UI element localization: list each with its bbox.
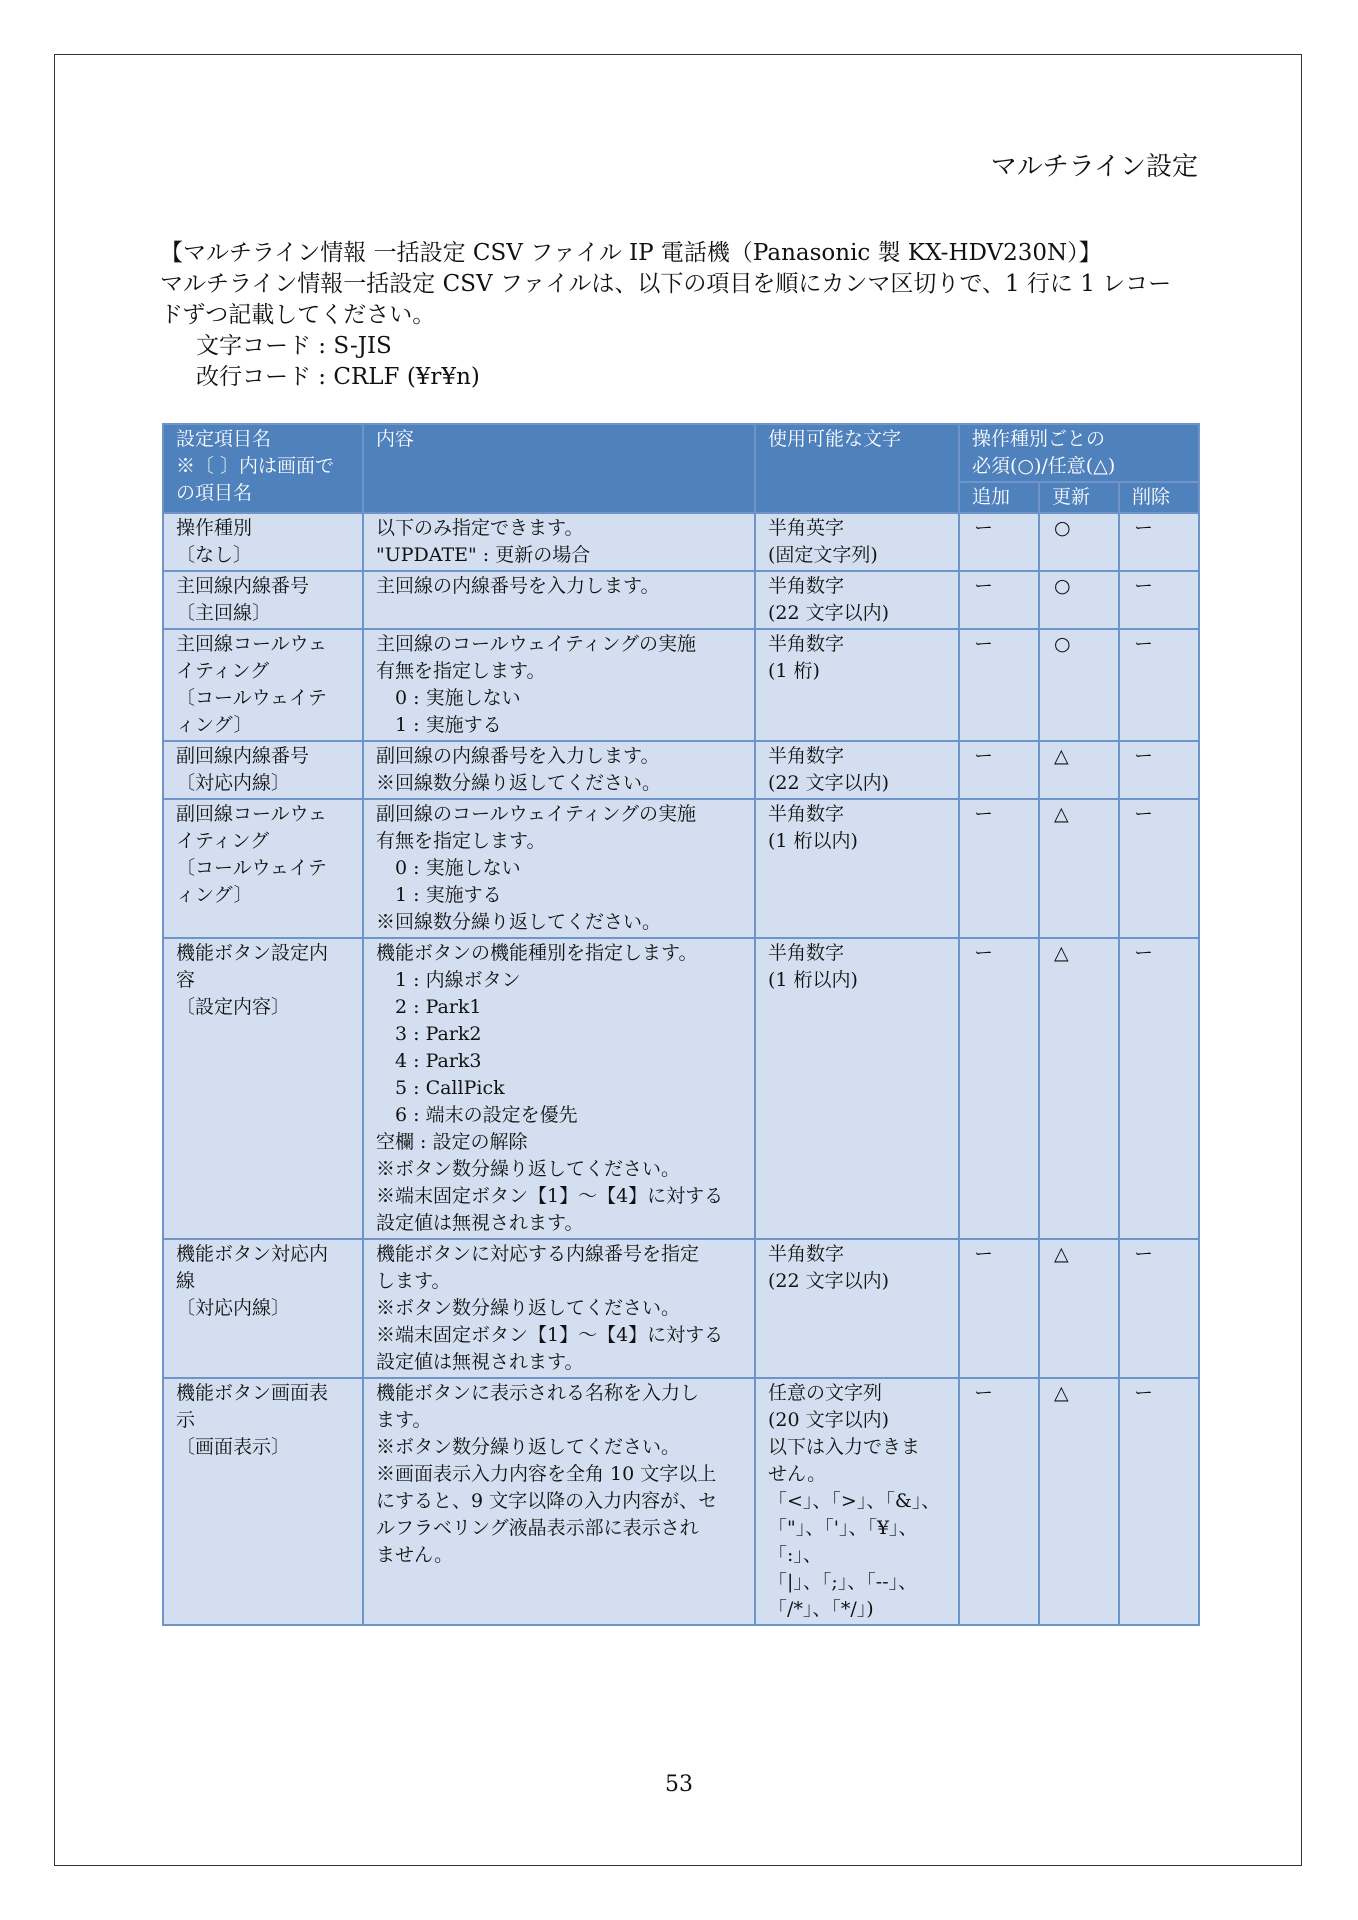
cell-content-line: 主回線の内線番号を入力します。 xyxy=(376,575,660,597)
cell-content-line: 空欄 : 設定の解除 xyxy=(376,1131,528,1153)
intro-line-1: マルチライン情報一括設定 CSV ファイルは、以下の項目を順にカンマ区切りで、1 行に 1 レコー xyxy=(160,271,1172,297)
cell-content-line: にすると、9 文字以降の入力内容が、セ xyxy=(376,1490,718,1512)
cell-item-name-line: 機能ボタン対応内 xyxy=(176,1243,329,1265)
newline-code-line: 改行コード : CRLF (¥r¥n) xyxy=(196,364,480,390)
cell-item-name-line: 〔画面表示〕 xyxy=(176,1436,291,1458)
cell-content xyxy=(363,629,755,741)
cell-chars xyxy=(755,1239,959,1378)
cell-item-name-line: 示 xyxy=(176,1409,196,1431)
cell-content-line: ※ボタン数分繰り返してください。 xyxy=(376,1436,681,1458)
cell-op-update: △ xyxy=(1039,938,1119,1239)
cell-content-line: ※回線数分繰り返してください。 xyxy=(376,911,662,933)
cell-item-name xyxy=(163,799,363,938)
cell-item-name-line: イティング xyxy=(176,660,270,682)
cell-content-line: 副回線のコールウェイティングの実施 xyxy=(376,803,696,825)
cell-content-line: 0 : 実施しない xyxy=(376,857,521,879)
table-row xyxy=(163,799,1199,938)
cell-op-delete: ー xyxy=(1119,741,1199,799)
cell-op-delete: ー xyxy=(1119,1378,1199,1625)
cell-content-line: ルフラベリング液晶表示部に表示され xyxy=(376,1517,699,1539)
cell-op-update: △ xyxy=(1039,741,1119,799)
cell-item-name-line: 〔主回線〕 xyxy=(176,602,272,624)
cell-item-name-line: 主回線コールウェ xyxy=(176,633,327,655)
cell-item-name-line: 機能ボタン画面表 xyxy=(176,1382,329,1404)
cell-chars xyxy=(755,938,959,1239)
cell-item-name-line: 線 xyxy=(176,1270,196,1292)
cell-chars-line: (1 桁) xyxy=(768,660,820,682)
page-header-title: マルチライン設定 xyxy=(990,152,1198,182)
cell-content-line: 主回線のコールウェイティングの実施 xyxy=(376,633,696,655)
settings-table xyxy=(162,423,1200,1626)
intro-section xyxy=(160,238,1205,393)
header-content: 内容 xyxy=(363,424,755,513)
cell-chars-line: (1 桁以内) xyxy=(768,969,858,991)
cell-chars-line: (1 桁以内) xyxy=(768,830,858,852)
cell-chars-line: 半角数字 xyxy=(768,633,845,655)
cell-op-update: ○ xyxy=(1039,629,1119,741)
cell-item-name-line: 〔対応内線〕 xyxy=(176,1297,291,1319)
cell-op-delete: ー xyxy=(1119,629,1199,741)
cell-item-name-line: 機能ボタン設定内 xyxy=(176,942,329,964)
cell-op-add: ー xyxy=(959,629,1039,741)
cell-chars-line: (22 文字以内) xyxy=(768,602,890,624)
cell-item-name-line: 主回線内線番号 xyxy=(176,575,310,597)
cell-chars-line: 半角数字 xyxy=(768,575,845,597)
cell-content-line: 1 : 内線ボタン xyxy=(376,969,521,991)
cell-content-line: ※ボタン数分繰り返してください。 xyxy=(376,1297,681,1319)
cell-item-name-line: 副回線内線番号 xyxy=(176,745,310,767)
cell-item-name-line: ィング〕 xyxy=(176,884,253,906)
cell-item-name xyxy=(163,629,363,741)
cell-op-delete: ー xyxy=(1119,513,1199,571)
cell-op-update: △ xyxy=(1039,1378,1119,1625)
cell-chars-line: 以下は入力できま xyxy=(768,1436,921,1458)
cell-chars-line: 「"」、「'」、「¥」、「:」、 xyxy=(768,1517,918,1566)
cell-item-name-line: 〔なし〕 xyxy=(176,544,253,566)
char-code-line: 文字コード : S-JIS xyxy=(196,333,392,359)
cell-op-add: ー xyxy=(959,741,1039,799)
cell-chars-line: 「/*」、「*/」) xyxy=(768,1598,874,1620)
cell-op-update: △ xyxy=(1039,799,1119,938)
table-row xyxy=(163,1239,1199,1378)
cell-chars-line: (22 文字以内) xyxy=(768,1270,890,1292)
cell-item-name xyxy=(163,571,363,629)
cell-chars-line: (20 文字以内) xyxy=(768,1409,890,1431)
cell-item-name-line: 〔設定内容〕 xyxy=(176,996,291,1018)
page-number: 53 xyxy=(665,1772,693,1797)
cell-content-line: 3 : Park2 xyxy=(376,1023,482,1045)
cell-content-line: 機能ボタンに表示される名称を入力し xyxy=(376,1382,700,1404)
cell-content xyxy=(363,571,755,629)
cell-item-name xyxy=(163,513,363,571)
header-op-add: 追加 xyxy=(959,482,1039,513)
table-row xyxy=(163,1378,1199,1625)
cell-chars-line: 半角英字 xyxy=(768,517,845,539)
cell-content-line: します。 xyxy=(376,1270,451,1292)
cell-content xyxy=(363,741,755,799)
cell-item-name xyxy=(163,1378,363,1625)
cell-item-name xyxy=(163,1239,363,1378)
table-row xyxy=(163,629,1199,741)
cell-content-line: 設定値は無視されます。 xyxy=(376,1212,584,1234)
cell-content-line: ※ボタン数分繰り返してください。 xyxy=(376,1158,681,1180)
table-row xyxy=(163,938,1199,1239)
cell-content-line: 機能ボタンに対応する内線番号を指定 xyxy=(376,1243,700,1265)
cell-content-line: 有無を指定します。 xyxy=(376,830,546,852)
cell-item-name xyxy=(163,938,363,1239)
cell-content-line: 有無を指定します。 xyxy=(376,660,546,682)
table-row xyxy=(163,741,1199,799)
cell-chars-line: (22 文字以内) xyxy=(768,772,890,794)
cell-chars xyxy=(755,629,959,741)
cell-content-line: 6 : 端末の設定を優先 xyxy=(376,1104,578,1126)
cell-content-line: 副回線の内線番号を入力します。 xyxy=(376,745,660,767)
cell-op-add: ー xyxy=(959,1239,1039,1378)
cell-content-line: 0 : 実施しない xyxy=(376,687,521,709)
table-header-row xyxy=(163,424,1199,482)
intro-line-2: ドずつ記載してください。 xyxy=(160,302,436,328)
cell-content-line: ※端末固定ボタン【1】～【4】に対する xyxy=(376,1324,724,1346)
cell-chars xyxy=(755,513,959,571)
cell-op-delete: ー xyxy=(1119,938,1199,1239)
header-op-update: 更新 xyxy=(1039,482,1119,513)
cell-content-line: ません。 xyxy=(376,1544,454,1566)
cell-content-line: 2 : Park1 xyxy=(376,996,482,1018)
cell-op-add: ー xyxy=(959,513,1039,571)
cell-item-name-line: イティング xyxy=(176,830,270,852)
table-row xyxy=(163,513,1199,571)
table-row xyxy=(163,571,1199,629)
header-op-delete: 削除 xyxy=(1119,482,1199,513)
cell-item-name-line: 副回線コールウェ xyxy=(176,803,327,825)
cell-content-line: 設定値は無視されます。 xyxy=(376,1351,584,1373)
cell-op-add: ー xyxy=(959,571,1039,629)
cell-item-name-line: 〔対応内線〕 xyxy=(176,772,291,794)
cell-content-line: ます。 xyxy=(376,1409,432,1431)
cell-chars-line: せん。 xyxy=(768,1463,827,1485)
cell-content-line: ※画面表示入力内容を全角 10 文字以上 xyxy=(376,1463,717,1485)
cell-chars-line: 半角数字 xyxy=(768,745,845,767)
cell-content xyxy=(363,1239,755,1378)
cell-chars-line: 「|」、「;」、「--」、 xyxy=(768,1571,918,1593)
cell-content xyxy=(363,938,755,1239)
cell-item-name-line: 操作種別 xyxy=(176,517,253,539)
cell-op-delete: ー xyxy=(1119,799,1199,938)
cell-op-add: ー xyxy=(959,799,1039,938)
cell-chars-line: 「<」、「>」、「&」、 xyxy=(768,1490,941,1512)
cell-content xyxy=(363,799,755,938)
cell-item-name-line: 容 xyxy=(176,969,196,991)
cell-op-delete: ー xyxy=(1119,571,1199,629)
cell-chars-line: 任意の文字列 xyxy=(768,1382,883,1404)
cell-content-line: 1 : 実施する xyxy=(376,884,502,906)
cell-content-line: 機能ボタンの機能種別を指定します。 xyxy=(376,942,698,964)
cell-chars xyxy=(755,799,959,938)
cell-chars-line: 半角数字 xyxy=(768,803,845,825)
cell-chars xyxy=(755,1378,959,1625)
cell-content xyxy=(363,513,755,571)
cell-content-line: 4 : Park3 xyxy=(376,1050,482,1072)
cell-chars xyxy=(755,571,959,629)
cell-content-line: 以下のみ指定できます。 xyxy=(376,517,584,539)
cell-chars-line: 半角数字 xyxy=(768,1243,845,1265)
cell-content-line: ※回線数分繰り返してください。 xyxy=(376,772,662,794)
cell-chars-line: 半角数字 xyxy=(768,942,845,964)
header-item-name: 設定項目名 ※〔 〕内は画面で の項目名 xyxy=(163,424,363,513)
cell-op-add: ー xyxy=(959,938,1039,1239)
cell-item-name-line: 〔コールウェイテ xyxy=(176,857,327,879)
cell-op-add: ー xyxy=(959,1378,1039,1625)
cell-item-name xyxy=(163,741,363,799)
cell-chars-line: (固定文字列) xyxy=(768,544,878,566)
cell-op-update: ○ xyxy=(1039,513,1119,571)
intro-heading: 【マルチライン情報 一括設定 CSV ファイル IP 電話機（Panasonic 製 KX-HDV230N）】 xyxy=(160,240,1102,266)
cell-item-name-line: 〔コールウェイテ xyxy=(176,687,327,709)
cell-content-line: ※端末固定ボタン【1】～【4】に対する xyxy=(376,1185,724,1207)
cell-op-delete: ー xyxy=(1119,1239,1199,1378)
header-operations: 操作種別ごとの 必須(○)/任意(△) xyxy=(959,424,1199,482)
cell-content-line: "UPDATE" : 更新の場合 xyxy=(376,544,591,566)
cell-content xyxy=(363,1378,755,1625)
cell-chars xyxy=(755,741,959,799)
cell-item-name-line: ィング〕 xyxy=(176,714,253,736)
cell-content-line: 1 : 実施する xyxy=(376,714,502,736)
cell-content-line: 5 : CallPick xyxy=(376,1077,505,1099)
header-chars: 使用可能な文字 xyxy=(755,424,959,513)
cell-op-update: ○ xyxy=(1039,571,1119,629)
cell-op-update: △ xyxy=(1039,1239,1119,1378)
